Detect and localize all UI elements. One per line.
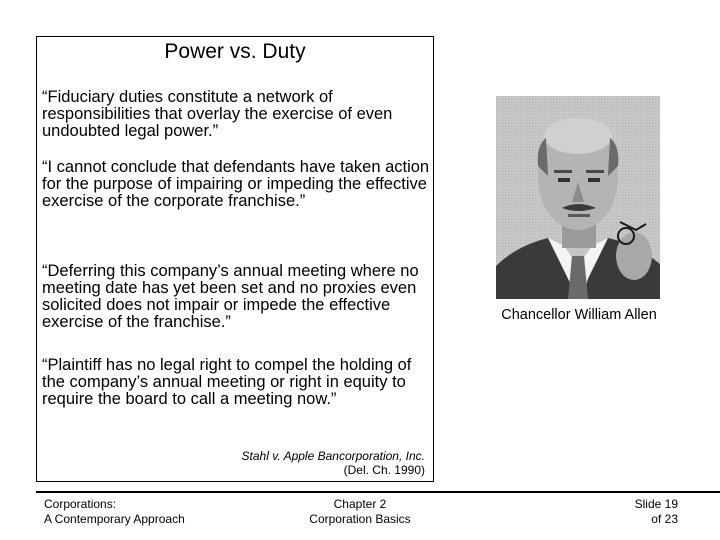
footer-chapter bbox=[300, 497, 420, 527]
quote-deferring-meeting: “Deferring this company’s annual meeting where no meeting date has yet been set and no proxies even solicited does not impair or impede the effective exercise of the franchise.” bbox=[42, 262, 419, 331]
footer-course-line1: Corporations: bbox=[44, 497, 117, 511]
quote-fiduciary-duties: “Fiduciary duties constitute a network of responsibilities that overlay the exercise of even undoubted legal power.” bbox=[42, 88, 393, 140]
quote-panel bbox=[36, 36, 434, 482]
portrait-illustration bbox=[496, 96, 660, 299]
footer-slide-current: Slide 19 bbox=[634, 497, 678, 511]
quote-cannot-conclude: “I cannot conclude that defendants have taken action for the purpose of impairing or impeding the effective exercise of the corporate franchise.” bbox=[42, 158, 430, 210]
quote-no-legal-right: “Plaintiff has no legal right to compel the holding of the company’s annual meeting or right in equity to require the board to call a meeting now.” bbox=[42, 356, 412, 408]
citation-court: (Del. Ch. 1990) bbox=[343, 463, 425, 477]
portrait-caption: Chancellor William Allen bbox=[501, 307, 657, 323]
citation-case-name: Stahl v. Apple Bancorporation, Inc. bbox=[241, 449, 425, 463]
footer-course-title bbox=[44, 497, 185, 527]
footer-slide-number bbox=[635, 497, 678, 527]
footer-course-line2: A Contemporary Approach bbox=[44, 512, 185, 526]
footer-slide-total: of 23 bbox=[651, 512, 678, 526]
case-citation bbox=[242, 449, 425, 477]
footer-divider bbox=[36, 491, 720, 493]
slide-title: Power vs. Duty bbox=[164, 40, 306, 63]
portrait-photo bbox=[496, 96, 660, 299]
footer-chapter-number: Chapter 2 bbox=[333, 497, 387, 511]
footer-chapter-title: Corporation Basics bbox=[309, 512, 411, 526]
